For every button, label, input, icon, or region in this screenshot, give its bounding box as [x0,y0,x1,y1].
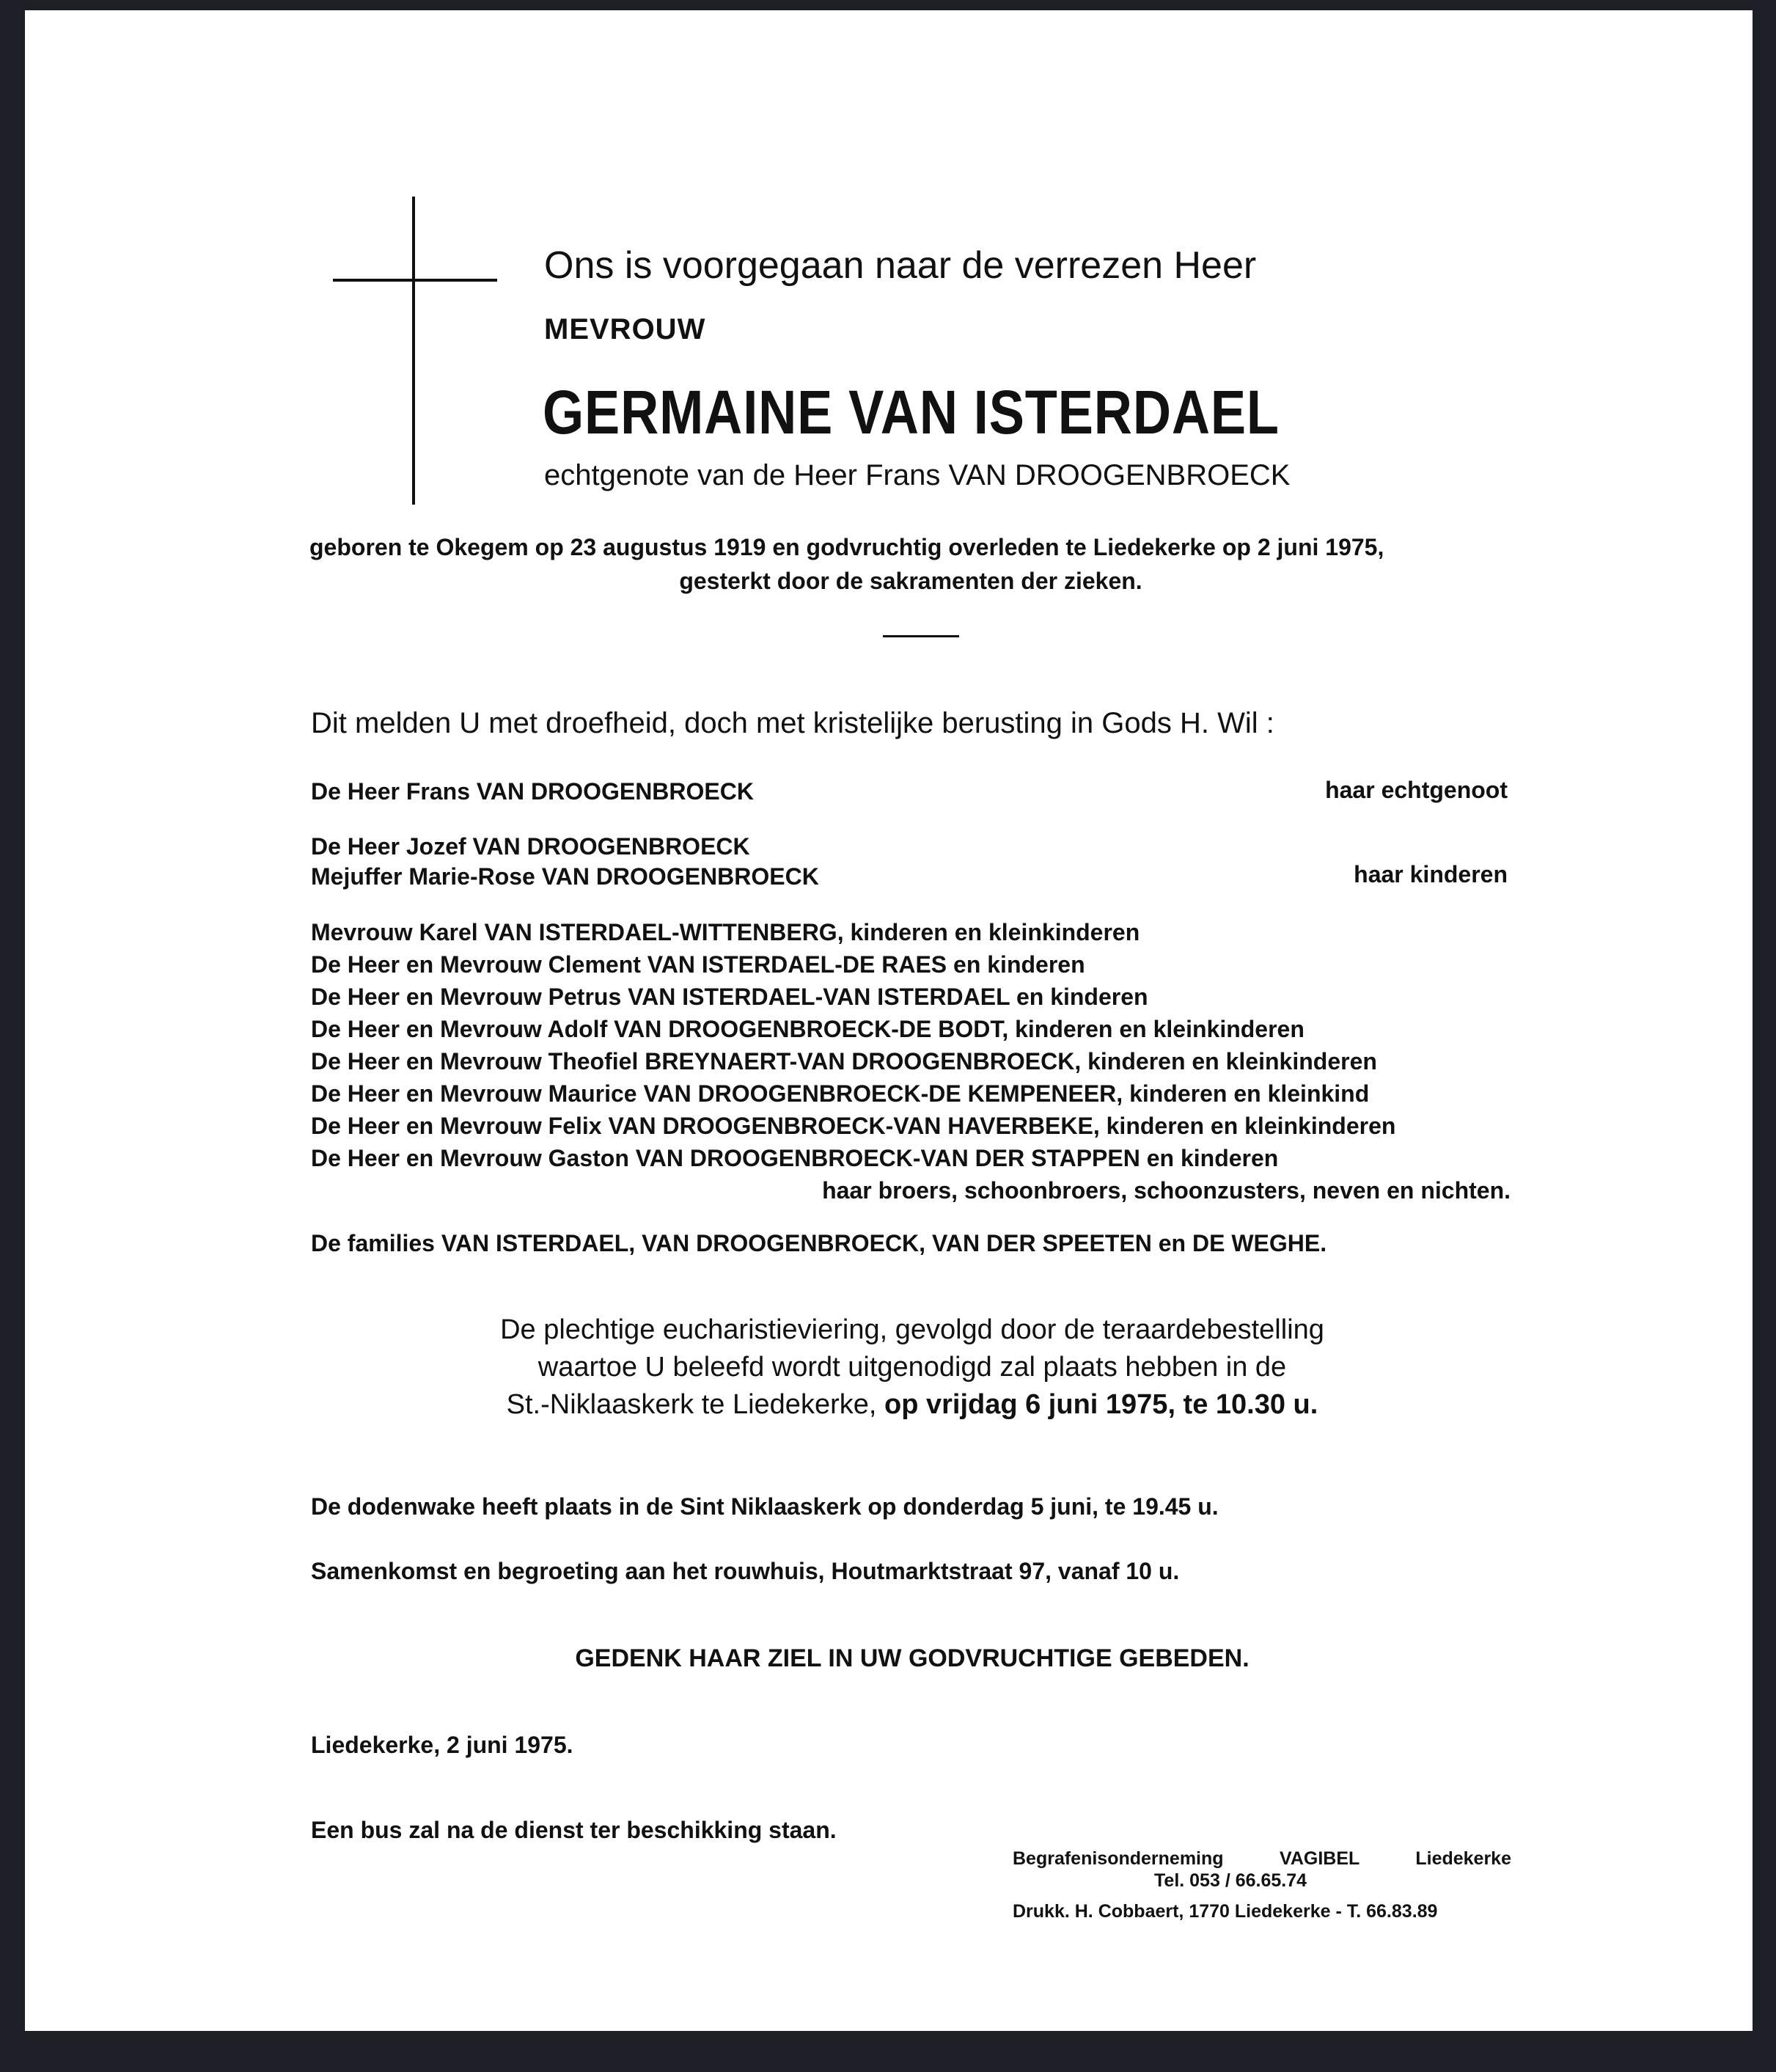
mourner-sibling: De Heer en Mevrouw Adolf VAN DROOGENBROECK-DE BODT, kinderen en kleinkinderen [311,1016,1305,1042]
mourner-sibling: De Heer en Mevrouw Felix VAN DROOGENBROECK-VAN HAVERBEKE, kinderen en kleinkinderen [311,1113,1396,1139]
title-prefix: MEVROUW [544,313,706,345]
mass-church: St.-Niklaaskerk te Liedekerke, [506,1389,877,1420]
mass-line-2: waartoe U beleefd wordt uitgenodigd zal plaats hebben in de [537,1352,1287,1383]
funeral-home: Begrafenisonderneming VAGIBEL Liedekerke [1013,1848,1511,1869]
place-date: Liedekerke, 2 juni 1975. [311,1732,573,1758]
mourner-sibling: De Heer en Mevrouw Gaston VAN DROOGENBROECK-VAN DER STAPPEN en kinderen [311,1145,1279,1171]
announcement: Dit melden U met droefheid, doch met kristelijke berusting in Gods H. Wil : [311,707,1274,739]
spouse-line: echtgenote van de Heer Frans VAN DROOGENBROECK [544,459,1291,491]
collection-line: Een bus zal na de dienst ter beschikking staan. [311,1817,837,1843]
cross-icon-bar [333,279,497,282]
mourner-child: De Heer Jozef VAN DROOGENBROECK [311,833,750,860]
mourner-sibling: De Heer en Mevrouw Theofiel BREYNAERT-VAN DROOGENBROECK, kinderen en kleinkinderen [311,1048,1377,1075]
divider [883,635,959,637]
cross-icon [412,197,415,505]
mass-line-1: De plechtige eucharistieviering, gevolgd door de teraardebestelling [500,1314,1324,1345]
prayer-line: GEDENK HAAR ZIEL IN UW GODVRUCHTIGE GEBEDEN. [575,1644,1250,1672]
families-line: De families VAN ISTERDAEL, VAN DROOGENBROECK, VAN DER SPEETEN en DE WEGHE. [311,1230,1327,1256]
relation-husband: haar echtgenoot [1325,777,1508,803]
heading: Ons is voorgegaan naar de verrezen Heer [544,244,1257,287]
relation-siblings: haar broers, schoonbroers, schoonzusters, neven en nichten. [822,1177,1511,1204]
mourner-sibling: De Heer en Mevrouw Clement VAN ISTERDAEL-DE RAES en kinderen [311,951,1085,978]
deceased-name: GERMAINE VAN ISTERDAEL [543,378,1280,447]
mourner-child: Mejuffer Marie-Rose VAN DROOGENBROECK [311,863,819,890]
printer-line: Drukk. H. Cobbaert, 1770 Liedekerke - T. 66.83.89 [1013,1901,1438,1922]
mourner-sibling: De Heer en Mevrouw Petrus VAN ISTERDAEL-VAN ISTERDAEL en kinderen [311,984,1148,1010]
gathering-line: Samenkomst en begroeting aan het rouwhuis, Houtmarktstraat 97, vanaf 10 u. [311,1558,1180,1584]
mourner-sibling: De Heer en Mevrouw Maurice VAN DROOGENBROECK-DE KEMPENEER, kinderen en kleinkind [311,1080,1370,1107]
funeral-home-phone: Tel. 053 / 66.65.74 [1154,1870,1307,1891]
relation-children: haar kinderen [1354,861,1508,887]
mourner-husband: De Heer Frans VAN DROOGENBROECK [311,778,754,805]
sacraments-line: gesterkt door de sakramenten der zieken. [679,568,1142,594]
birth-death-line: geboren te Okegem op 23 augustus 1919 en godvruchtig overleden te Liedekerke op 2 juni 1975, [309,534,1384,560]
mass-date-time: op vrijdag 6 juni 1975, te 10.30 u. [884,1389,1318,1420]
death-notice-card [25,10,1753,2031]
wake-line: De dodenwake heeft plaats in de Sint Niklaaskerk op donderdag 5 juni, te 19.45 u. [311,1493,1219,1520]
mass-line-3 [311,1389,1513,1421]
mourner-sibling: Mevrouw Karel VAN ISTERDAEL-WITTENBERG, kinderen en kleinkinderen [311,919,1140,945]
